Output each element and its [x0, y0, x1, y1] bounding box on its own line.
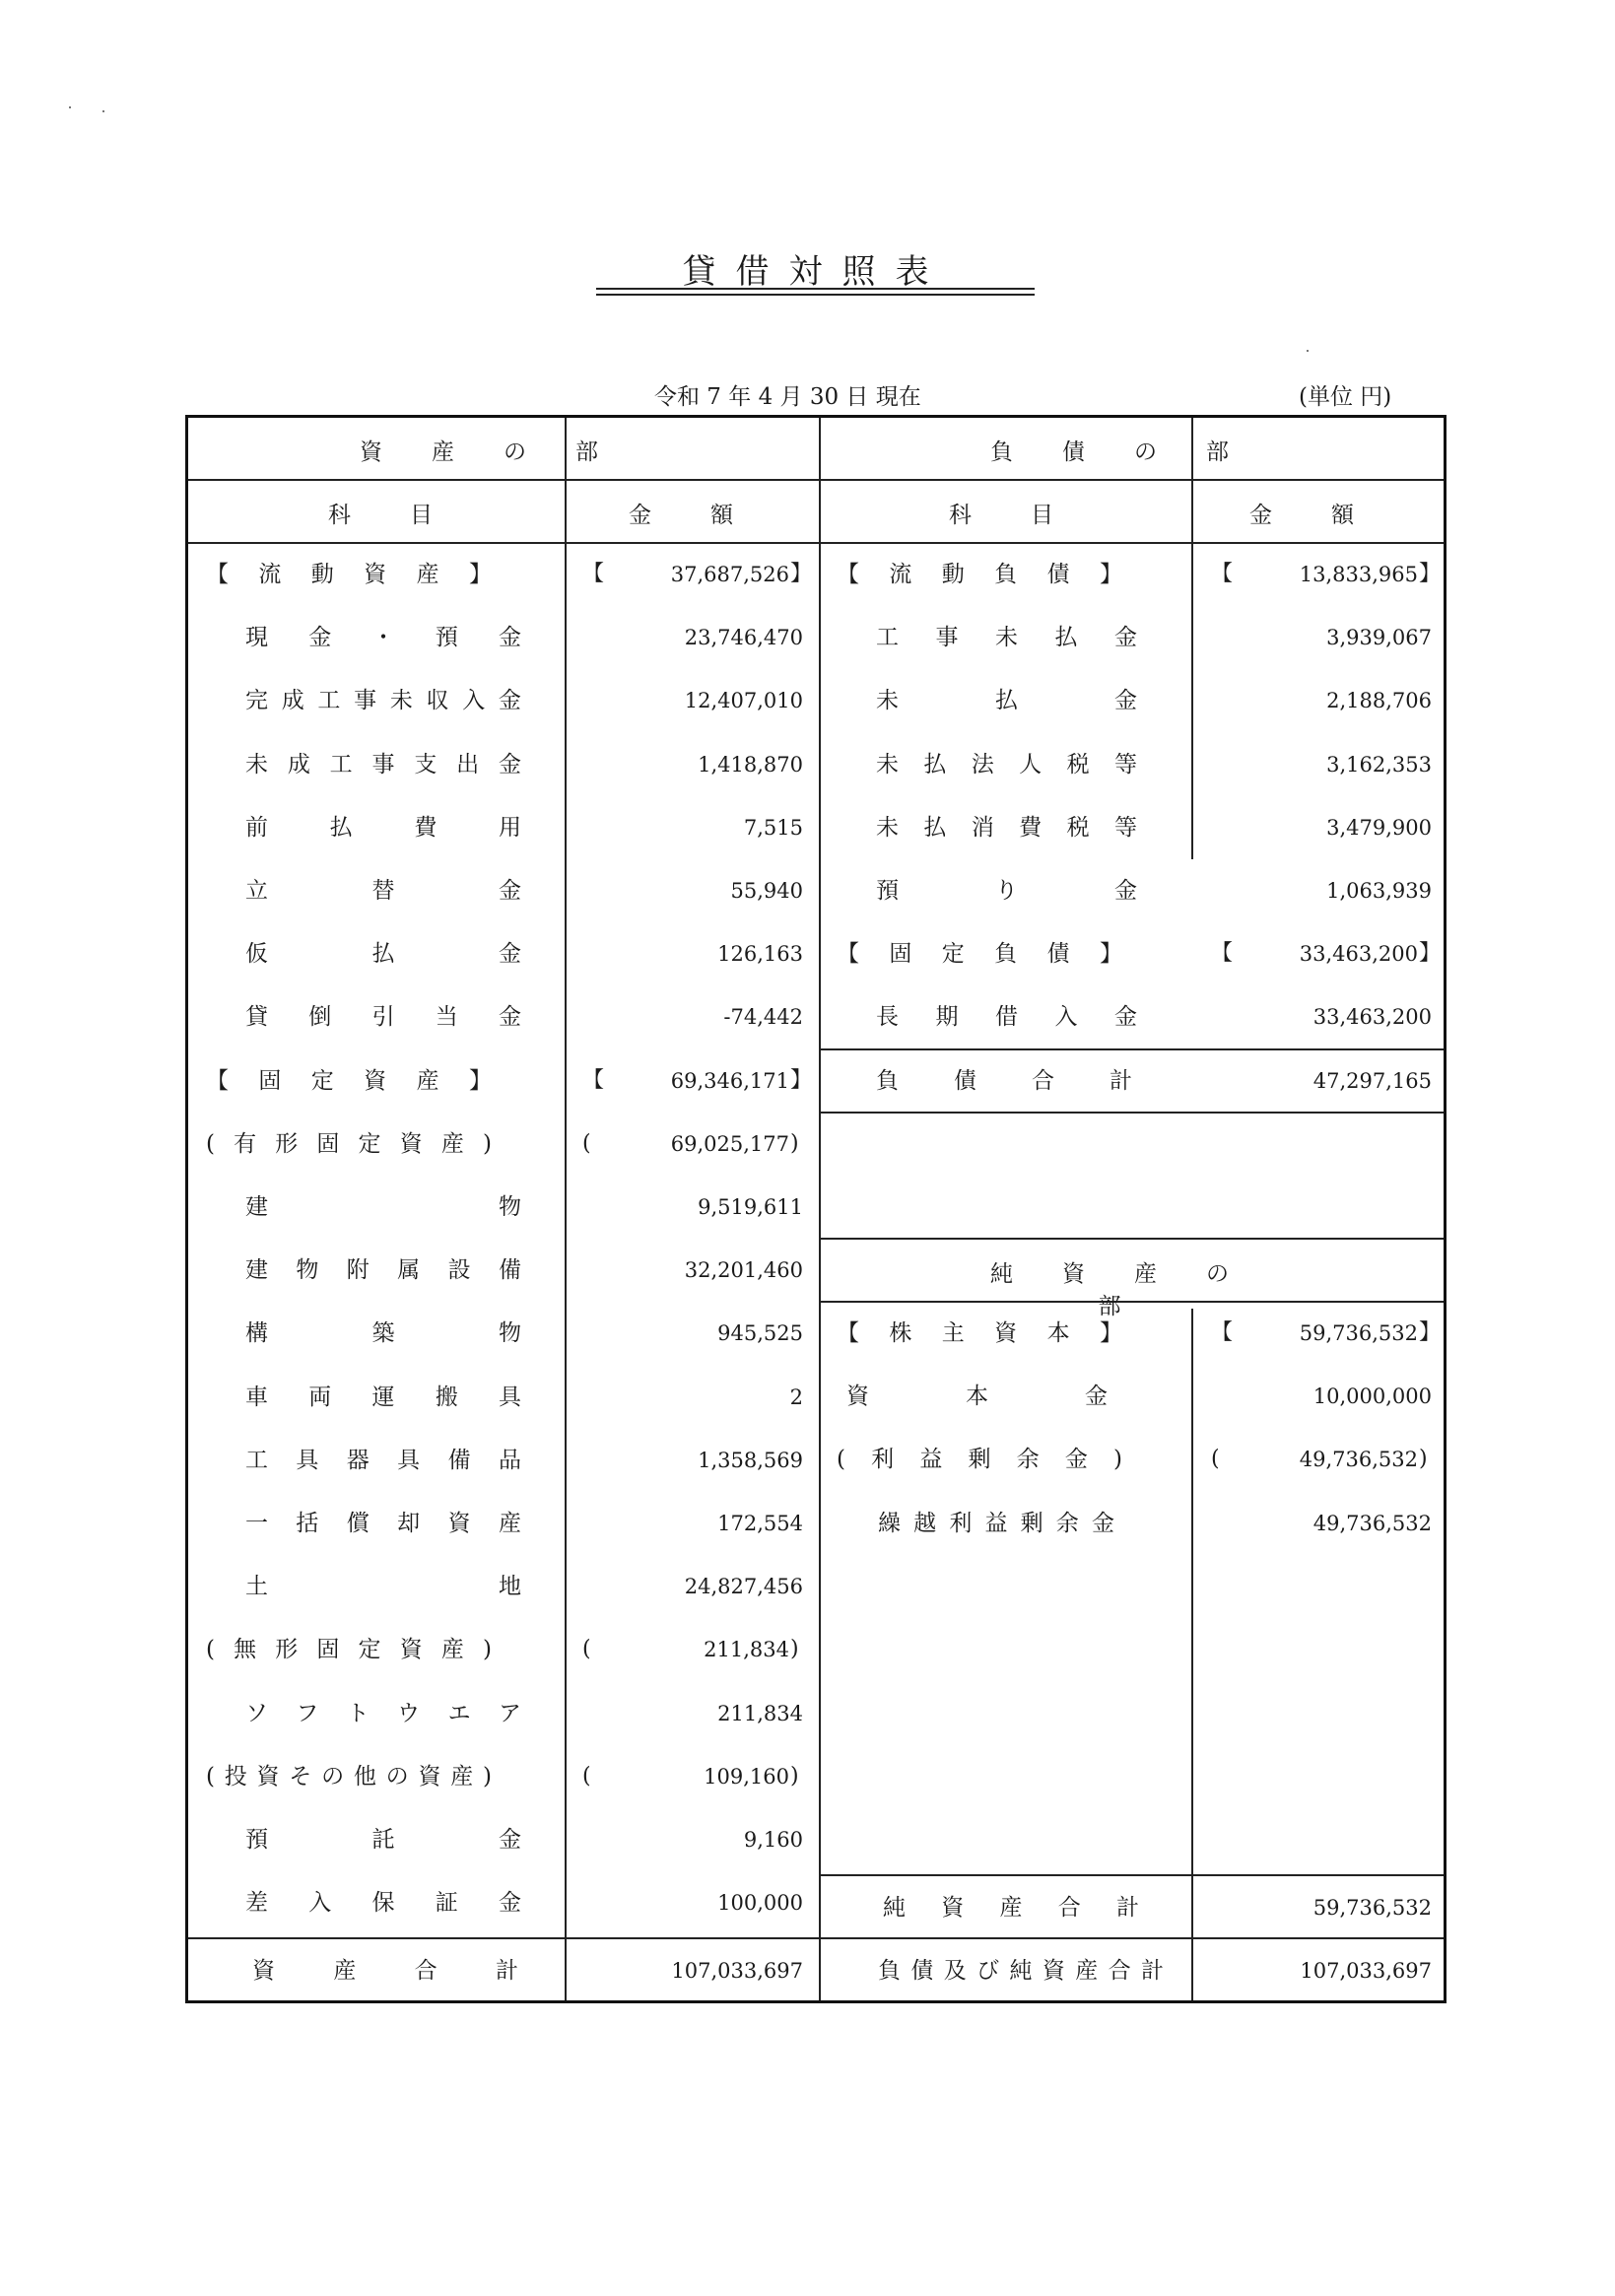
liabilities-open-bracket: 【 — [1211, 562, 1234, 586]
liabilities-group-label: 【 固 定 負 債 】 — [837, 941, 1122, 968]
assets-amount: 69,346,171 — [670, 1068, 789, 1093]
assets-group-label: 【 固 定 資 産 】 — [206, 1067, 492, 1094]
net_assets-label: 資 本 金 — [846, 1384, 1108, 1410]
section-header-rule — [188, 479, 1444, 481]
assets-amount-divider — [565, 418, 567, 2000]
assets-amount: 109,160 — [704, 1764, 789, 1789]
assets-label: 構 築 物 — [245, 1320, 521, 1347]
liabilities-amount: 13,833,965 — [1299, 563, 1418, 586]
assets-close-bracket: 】 — [790, 562, 813, 586]
assets-label: 一 括 償 却 資 産 — [245, 1511, 521, 1536]
liabilities-total-amount: 47,297,165 — [1312, 1069, 1432, 1093]
net_assets-amount: 49,736,532 — [1312, 1511, 1432, 1535]
assets-amount: 9,519,611 — [698, 1195, 803, 1219]
assets-label: 立 替 金 — [245, 878, 521, 904]
assets-label: 仮 払 金 — [245, 941, 521, 968]
net-assets-total-amount: 59,736,532 — [1312, 1896, 1432, 1920]
assets-amount: -74,442 — [723, 1005, 803, 1030]
balance-sheet-table — [185, 415, 1447, 2003]
liabilities-group-label: 【 流 動 負 債 】 — [837, 562, 1122, 587]
liab-amount-divider-bottom — [1191, 1309, 1193, 2000]
scan-speck — [69, 106, 71, 108]
assets-amount: 2 — [789, 1384, 803, 1409]
assets-amount: 211,834 — [704, 1638, 789, 1662]
liabilities-label: 未 払 法 人 税 等 — [876, 751, 1137, 777]
liabilities-section-heading: 負債の部 — [990, 439, 1278, 465]
assets-close-bracket: ) — [790, 1130, 799, 1156]
net_assets-group-label: 【 株 主 資 本 】 — [837, 1320, 1122, 1346]
as-of-date: 令和 7 年 4 月 30 日 現在 — [654, 384, 921, 410]
assets-open-bracket: ( — [582, 1130, 591, 1156]
assets-group-label: ( 有 形 固 定 資 産 ) — [206, 1130, 492, 1157]
assets-section-heading: 資産の部 — [360, 439, 647, 465]
net_assets-amount: 59,736,532 — [1299, 1321, 1418, 1345]
assets-total-label: 資 産 合 計 — [252, 1958, 518, 1984]
scan-speck — [102, 110, 104, 112]
liabilities-amount: 3,479,900 — [1326, 815, 1432, 840]
grand-total-label: 負 債 及 び 純 資 産 合 計 — [878, 1958, 1164, 1984]
assets-label: 差 入 保 証 金 — [245, 1890, 521, 1917]
assets-amount: 1,358,569 — [698, 1448, 803, 1472]
assets-close-bracket: ) — [790, 1637, 799, 1662]
scan-speck — [1307, 350, 1309, 352]
liabilities-close-bracket: 】 — [1419, 562, 1442, 586]
liabilities-label: 長 期 借 入 金 — [876, 1004, 1137, 1031]
title-underline-second — [596, 294, 1035, 296]
document-title: 貸借対照表 — [682, 252, 949, 292]
net_assets-group-label: ( 利 益 剰 余 金 ) — [837, 1447, 1122, 1473]
assets-item-header: 科目 — [328, 503, 492, 528]
assets-label: 土 地 — [245, 1574, 521, 1600]
assets-amount: 69,025,177 — [670, 1131, 789, 1156]
assets-close-bracket: ) — [790, 1763, 799, 1789]
assets-open-bracket: 【 — [582, 1067, 605, 1093]
liabilities-label: 預 り 金 — [876, 878, 1137, 904]
unit-note: (単位 円) — [1299, 384, 1392, 410]
assets-label: 未 成 工 事 支 出 金 — [245, 751, 521, 777]
center-divider — [819, 418, 821, 2000]
assets-label: 建 物 附 属 設 備 — [245, 1257, 521, 1284]
liabilities-label: 工 事 未 払 金 — [876, 625, 1137, 651]
assets-amount: 172,554 — [717, 1512, 803, 1535]
title-underline — [596, 288, 1035, 290]
assets-group-label: 【 流 動 資 産 】 — [206, 562, 492, 587]
assets-group-label: ( 投 資 そ の 他 の 資 産 ) — [206, 1763, 492, 1790]
assets-amount: 37,687,526 — [670, 563, 789, 586]
liab-amount-divider-top — [1191, 418, 1193, 859]
net-assets-section-heading: 純資産の部 — [990, 1261, 1278, 1319]
assets-label: 工 具 器 具 備 品 — [245, 1447, 521, 1473]
net-assets-total-label: 純 資 産 合 計 — [883, 1895, 1139, 1921]
assets-label: 貸 倒 引 当 金 — [245, 1004, 521, 1031]
assets-amount-header: 金額 — [629, 503, 792, 528]
assets-label: 前 払 費 用 — [245, 814, 521, 841]
assets-amount: 945,525 — [717, 1321, 803, 1346]
assets-open-bracket: ( — [582, 1763, 591, 1789]
assets-open-bracket: ( — [582, 1637, 591, 1662]
net_assets-close-bracket: ) — [1419, 1447, 1428, 1472]
net_assets-open-bracket: ( — [1211, 1447, 1220, 1472]
assets-total-amount: 107,033,697 — [671, 1959, 803, 1983]
net-assets-section-rule-top — [819, 1238, 1444, 1240]
assets-group-label: ( 無 形 固 定 資 産 ) — [206, 1637, 492, 1663]
net_assets-close-bracket: 】 — [1419, 1320, 1442, 1345]
assets-amount: 211,834 — [717, 1701, 803, 1725]
liab-amount-header: 金額 — [1249, 503, 1413, 528]
assets-open-bracket: 【 — [582, 562, 605, 586]
liabilities-amount: 1,063,939 — [1326, 879, 1432, 903]
assets-amount: 12,407,010 — [684, 689, 803, 713]
assets-amount: 7,515 — [743, 815, 803, 840]
liabilities-label: 未 払 消 費 税 等 — [876, 814, 1137, 841]
assets-label: 預 託 金 — [245, 1827, 521, 1853]
net_assets-open-bracket: 【 — [1211, 1320, 1234, 1345]
assets-label: 現 金 ・ 預 金 — [245, 625, 521, 651]
liabilities-amount: 2,188,706 — [1326, 689, 1432, 713]
grand-total-amount: 107,033,697 — [1300, 1959, 1432, 1983]
liabilities-amount: 3,939,067 — [1326, 626, 1432, 650]
liabilities-total-label: 負 債 合 計 — [876, 1068, 1132, 1094]
net_assets-label: 繰 越 利 益 剰 余 金 — [878, 1510, 1114, 1536]
net_assets-amount: 49,736,532 — [1299, 1448, 1418, 1472]
liabilities-label: 未 払 金 — [876, 688, 1137, 714]
assets-amount: 23,746,470 — [684, 626, 803, 650]
assets-label: ソ フ ト ウ エ ア — [245, 1700, 521, 1726]
assets-amount: 126,163 — [717, 942, 803, 967]
assets-label: 建 物 — [245, 1194, 521, 1220]
net_assets-amount: 10,000,000 — [1312, 1384, 1432, 1409]
assets-amount: 1,418,870 — [698, 752, 803, 777]
assets-amount: 55,940 — [730, 879, 803, 903]
liabilities-amount: 33,463,200 — [1312, 1005, 1432, 1030]
assets-label: 完 成 工 事 未 収 入 金 — [245, 688, 521, 714]
assets-label: 車 両 運 搬 具 — [245, 1384, 521, 1410]
assets-amount: 100,000 — [717, 1891, 803, 1916]
assets-close-bracket: 】 — [790, 1067, 813, 1093]
liabilities-amount: 3,162,353 — [1326, 752, 1432, 777]
liabilities-amount: 33,463,200 — [1299, 942, 1418, 967]
liabilities-open-bracket: 【 — [1211, 941, 1234, 967]
assets-amount: 24,827,456 — [684, 1575, 803, 1599]
assets-amount: 32,201,460 — [684, 1258, 803, 1283]
liabilities-close-bracket: 】 — [1419, 941, 1442, 967]
assets-amount: 9,160 — [743, 1828, 803, 1852]
liab-item-header: 科目 — [949, 503, 1112, 528]
